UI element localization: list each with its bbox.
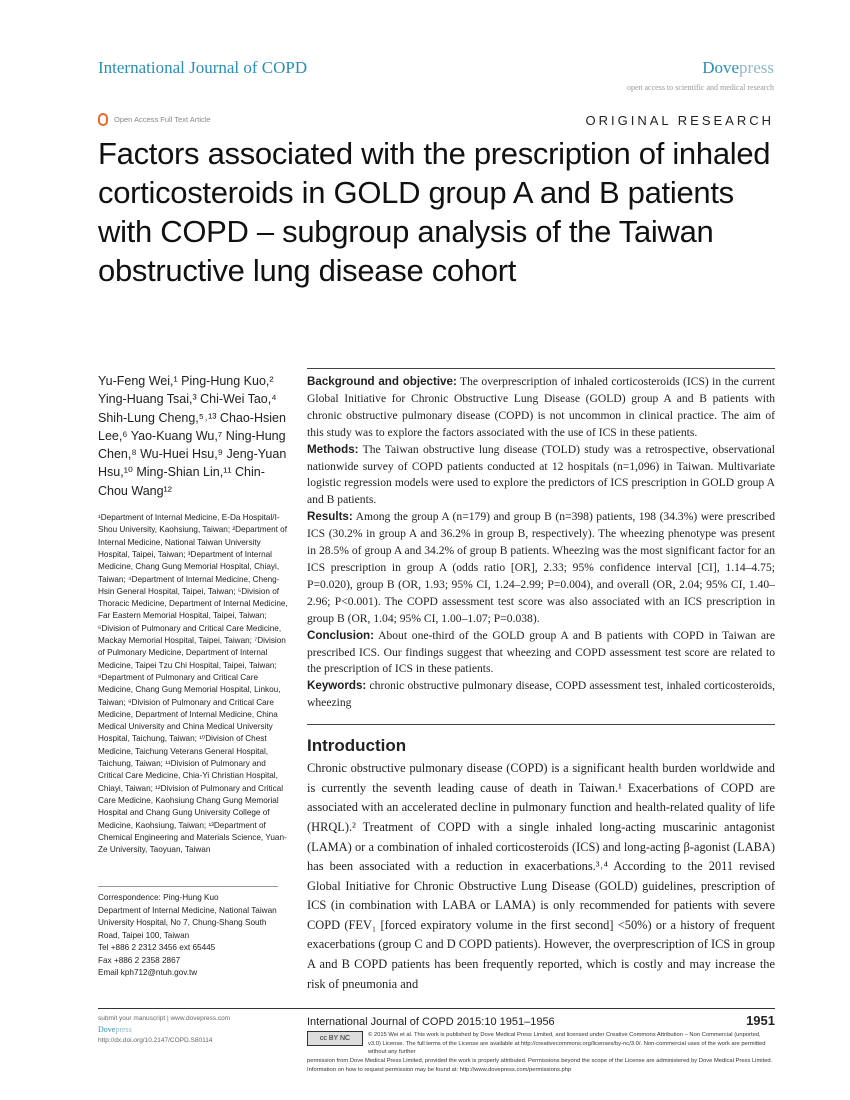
correspondence-tel: Tel +886 2 2312 3456 ext 65445: [98, 943, 216, 953]
right-column: [307, 375, 775, 994]
divider: [307, 724, 775, 725]
publisher-name-a: Dove: [98, 1025, 116, 1035]
abstract-methods: [307, 442, 775, 510]
affiliations: ¹Department of Internal Medicine, E-Da Hospital/I-Shou University, Kaohsiung, Taiwan; ²Department of Internal Medicine, National Taiwan University Hospital, Taipei, Taiwan; ³Department of Internal Medicine, Chang Gung Memorial Hospital, Chiayi, Taiwan; ⁴Department of Internal Medicine, Cheng-Hsin General Hospital, Taipei, Taiwan; ⁵Division of Thoracic Medicine, Department of Internal Medicine, Far Eastern Memorial Hospital, Taipei, Taiwan; ⁶Division of Pulmonary and Critical Care Medicine, Mackay Memorial Hospital, Taipei, Taiwan; ⁷Division of Pulmonary Medicine, Department of Internal Medicine, Taipei Tzu Chi Hospital, Taipei, Taiwan; ⁸Department of Pulmonary and Critical Care Medicine, Chang Gung Memorial Hospital, Linkou, Taiwan; ⁹Division of Pulmonary and Critical Care Medicine, Department of Internal Medicine, China Medical University and China Medical University Hospital, Taichung, Taiwan; ¹⁰Division of Chest Medicine, Taichung Veterans General Hospital, Taichung, Taiwan; ¹¹Division of Pulmonary and Critical Care Medicine, Chia-Yi Christian Hospital, Chiayi, Taiwan; ¹²Division of Pulmonary and Critical Care Medicine, Kaohsiung Chang Gung Memorial Hospital and Chang Gung University College of Medicine, Kaohsiung, Taiwan; ¹³Department of Chemical Engineering and Materials Science, Yuan-Ze University, Taoyuan, Taiwan: [98, 513, 288, 855]
article-body: [98, 0, 775, 994]
two-column-layout: [98, 374, 775, 994]
divider: [307, 368, 775, 369]
section-label: Methods:: [307, 442, 359, 456]
publisher-name-b: press: [115, 1025, 132, 1035]
publisher-name-b: press: [739, 58, 774, 77]
correspondence-name: Correspondence: Ping-Hung Kuo: [98, 893, 219, 903]
license-row: [307, 1031, 775, 1057]
author-list: Yu-Feng Wei,¹ Ping-Hung Kuo,² Ying-Huang Tsai,³ Chi-Wei Tao,⁴ Shih-Lung Cheng,⁵˒¹³ Chao-Hsien Lee,⁶ Yao-Kuang Wu,⁷ Ning-Hung Chen,⁸ Wu-Huei Hsu,⁹ Jeng-Yuan Hsu,¹⁰ Ming-Shian Lin,¹¹ Chin-Chou Wang¹²: [98, 374, 287, 498]
correspondence-email[interactable]: Email kph712@ntuh.gov.tw: [98, 968, 198, 978]
abstract: [307, 374, 775, 712]
introduction-text: Chronic obstructive pulmonary disease (COPD) is a significant health burden worldwide and is currently the seventh leading cause of death in Taiwan.¹ Exacerbations of COPD are associated with an accelerated decline in pulmonary function and health-related quality of life (HRQL).² Treatment of COPD with a single inhaled long-acting muscarinic antagonist (LAMA) or a combination of inhaled corticosteroids (ICS) and long-acting β-agonist (LABA) has been associated with a reduction in exacerbations.³˒⁴ According to the 2011 revised Global Initiative for Chronic Obstructive Lung Disease (GOLD) guidelines, prescription of ICS (in combination with LABA or LAMA) is only recommended for patients with severe COPD (FEV₁ [forced expiratory volume in the first second] <50%) or a history of frequent exacerbations (group C and D COPD patients). However, the overprescription of ICS in group A and B COPD patients has been frequently reported, which is costly and may increase the risk of pneumonia and: [307, 761, 775, 991]
citation: International Journal of COPD 2015:10 1951–1956: [307, 1016, 555, 1029]
section-text: Among the group A (n=179) and group B (n=398) patients, 198 (34.3%) were prescribed ICS (30.2% in group A and 36.2% in group B, respectively). The wheezing phenotype was present in 28.5% of group A and 34.2% of group B patients. Wheezing was the most significant factor for an ICS prescription in group A (odds ratio [OR], 2.33; 95% confidence interval [CI], 1.14–4.75; P=0.020), group B (OR, 1.93; 95% CI, 1.24–2.99; P=0.004), and overall (OR, 2.04; 95% CI, 1.40–2.96; P<0.001). The COPD assessment test score was also associated with an ICS prescription in group B (OR, 1.04; 95% CI, 1.00–1.07; P=0.038).: [307, 510, 775, 625]
introduction-heading: Introduction: [307, 736, 407, 756]
section-text: About one-third of the GOLD group A and B patients with COPD in Taiwan are prescribed ICS. Our findings suggest that wheezing and COPD assessment test score are related to the prescription of ICS in these patients.: [307, 628, 775, 676]
publisher-name-a: Dove: [702, 58, 740, 77]
section-text: chronic obstructive pulmonary disease, COPD assessment test, inhaled corticosteroids, wheezing: [307, 679, 775, 710]
footer-left: [98, 1013, 288, 1074]
section-label: Conclusion:: [307, 628, 374, 642]
publisher-tagline: open access to scientific and medical research: [626, 83, 774, 92]
abstract-conclusion: [307, 628, 775, 679]
footer-citation-row: [307, 1013, 775, 1028]
section-text: The overprescription of inhaled corticosteroids (ICS) in the current Global Initiative for Chronic Obstructive Lung Disease (GOLD) group A and B patients with chronic obstructive pulmonary disease (COPD) is not uncommon in clinical practice. The aim of this study was to explore the factors associated with the use of ICS in these patients.: [307, 375, 775, 439]
submit-manuscript-link[interactable]: submit your manuscript | www.dovepress.com: [98, 1015, 231, 1023]
article-type: ORIGINAL RESEARCH: [585, 113, 774, 128]
section-label: Keywords:: [307, 679, 367, 693]
left-column: [98, 374, 288, 994]
page-number: 1951: [746, 1013, 775, 1029]
creative-commons-badge-icon[interactable]: cc BY NC: [307, 1031, 363, 1046]
correspondence: [98, 892, 288, 980]
page-footer: [98, 1008, 775, 1074]
abstract-background: [307, 374, 775, 442]
doi-link[interactable]: http://dx.doi.org/10.2147/COPD.S80114: [98, 1037, 213, 1045]
journal-name[interactable]: International Journal of COPD: [98, 58, 308, 77]
section-label: Background and objective:: [307, 375, 457, 388]
divider: [98, 886, 278, 887]
footer-publisher-logo[interactable]: [98, 1024, 288, 1035]
section-text: The Taiwan obstructive lung disease (TOLD) study was a retrospective, observational nationwide survey of COPD patients conducted at 12 hospitals (n=1,096) in Taiwan. Multivariate logistic regression models were used to explore the predictors of ICS prescription in GOLD group A and B patients.: [307, 442, 775, 507]
license-text-continued: permission from Dove Medical Press Limited, provided the work is properly attributed. Permissions beyond the scope of the License are administered by Dove Medical Press Limited. Information on how to request permission may be found at: http://www.dovepress.com/permissions.php: [307, 1058, 773, 1073]
license-text: © 2015 Wei et al. This work is published by Dove Medical Press Limited, and licensed under Creative Commons Attribution – Non Commercial (unported, v3.0) License. The full terms of the License are available at http://creativecommons.org/licenses/by-nc/3.0/. Non-commercial uses of the work are permitted without any further: [368, 1032, 766, 1056]
abstract-results: [307, 509, 775, 627]
abstract-keywords: [307, 678, 775, 712]
footer-right: [307, 1013, 775, 1074]
correspondence-address: Department of Internal Medicine, National Taiwan University Hospital, No 7, Chung-Shang South Road, Taipei 100, Taiwan: [98, 905, 277, 940]
section-label: Results:: [307, 510, 353, 524]
correspondence-fax: Fax +886 2 2358 2867: [98, 955, 181, 965]
article-title: Factors associated with the prescription of inhaled corticosteroids in GOLD group A and B patients with COPD – subgroup analysis of the Taiwan obstructive lung disease cohort: [98, 136, 771, 288]
open-access-text: Open Access Full Text Article: [114, 115, 211, 124]
